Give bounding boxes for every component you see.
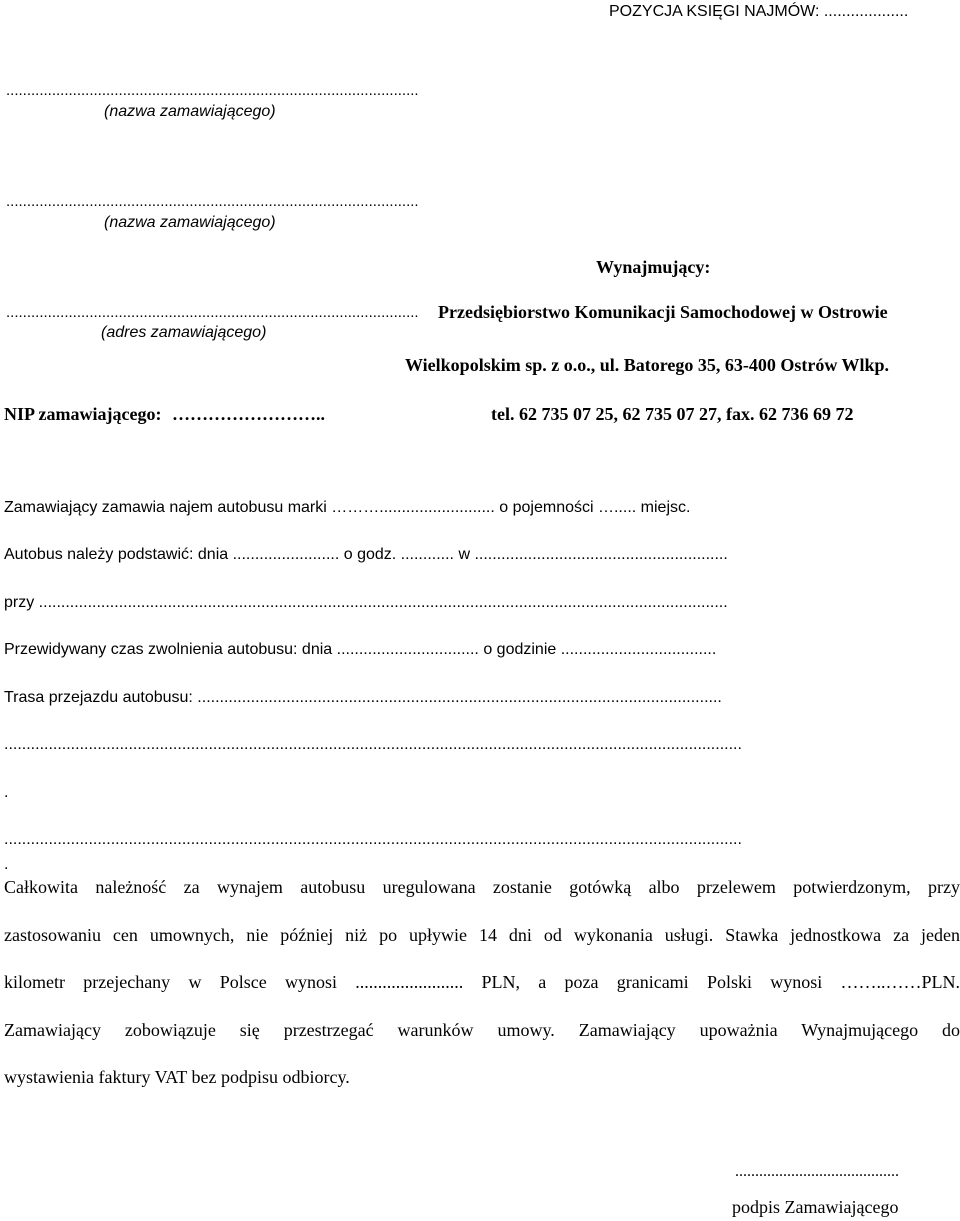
terms-line-2: zastosowaniu cen umownych, nie później niż po upływie 14 dni od wykonania usługi. Stawka jednostkowa za jeden (4, 925, 960, 945)
signature-caption: podpis Zamawiającego (732, 1197, 899, 1217)
orderer-name-2-dots[interactable]: ................................................................................................... (6, 193, 419, 210)
ledger-position-header: POZYCJA KSIĘGI NAJMÓW: ................... (609, 3, 909, 20)
terms-line-1: Całkowita należność za wynajem autobusu uregulowana zostanie gotówką albo przelewem potwierdzonym, przy (4, 877, 960, 897)
form-line-bus-brand[interactable]: Zamawiający zamawia najem autobusu marki ……….......................... o pojemności …..... miejsc. (4, 499, 691, 516)
form-line-at[interactable]: przy ........................................................................................................................................................... (4, 594, 728, 611)
orderer-name-1-dots[interactable]: ................................................................................................... (6, 82, 419, 99)
form-line-route-end-2: . (4, 856, 9, 873)
orderer-name-2-caption: (nazwa zamawiającego) (104, 214, 276, 231)
orderer-address-caption: (adres zamawiającego) (101, 324, 267, 341)
lessor-heading: Wynajmujący: (596, 257, 711, 277)
nip-label (4, 404, 325, 425)
nip-label-text: NIP zamawiającego: (4, 404, 162, 424)
terms-line-3: kilometr przejechany w Polsce wynosi ........................ PLN, a poza granicami Polski wynosi ……..……PLN. (4, 972, 960, 992)
form-line-pickup[interactable]: Autobus należy podstawić: dnia ........................ o godz. ............ w ......................................................... (4, 546, 728, 563)
lessor-line-1: Przedsiębiorstwo Komunikacji Samochodowej w Ostrowie (438, 302, 888, 322)
nip-value-field[interactable]: …………………….. (171, 404, 325, 424)
terms-line-4: Zamawiający zobowiązuje się przestrzegać warunków umowy. Zamawiający upoważnia Wynajmującego do (4, 1020, 960, 1040)
form-line-release[interactable]: Przewidywany czas zwolnienia autobusu: dnia ................................ o godzinie ................................... (4, 641, 717, 658)
form-line-route[interactable]: Trasa przejazdu autobusu: ...................................................................................................................... (4, 689, 722, 706)
lessor-contact: tel. 62 735 07 25, 62 735 07 27, fax. 62 736 69 72 (491, 404, 854, 424)
orderer-name-1-caption: (nazwa zamawiającego) (104, 103, 276, 120)
form-line-route-end-1: . (4, 784, 9, 801)
orderer-address-dots[interactable]: ................................................................................................... (6, 304, 419, 321)
terms-line-5: wystawienia faktury VAT bez podpisu odbiorcy. (4, 1067, 350, 1087)
form-line-route-cont-2[interactable]: ...................................................................................................................................................................... (4, 831, 742, 848)
form-line-route-cont-1[interactable]: ...................................................................................................................................................................... (4, 736, 742, 753)
signature-dots[interactable]: ......................................... (735, 1163, 899, 1180)
lessor-line-2: Wielkopolskim sp. z o.o., ul. Batorego 35, 63-400 Ostrów Wlkp. (405, 355, 890, 375)
